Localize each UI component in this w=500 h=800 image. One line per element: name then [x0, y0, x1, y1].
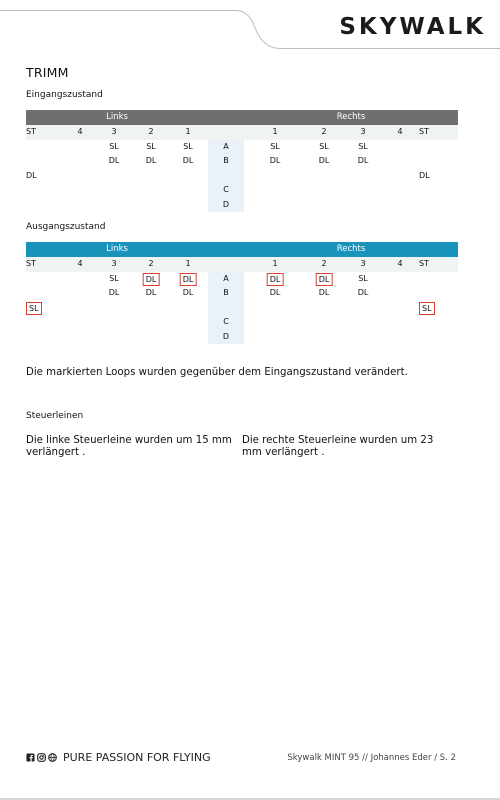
table-row [26, 272, 458, 287]
table-row [26, 154, 458, 169]
table-cell: SL [146, 141, 156, 151]
table-row [26, 315, 458, 330]
section-heading-ausgang: Ausgangszustand [26, 222, 106, 232]
table-cell: D [222, 331, 230, 341]
table-cell: A [223, 273, 229, 283]
table-cell: A [223, 141, 229, 151]
table-cell: ST [419, 259, 429, 268]
changed-loop-cell: DL [316, 273, 333, 286]
table-cell: DL [182, 288, 194, 297]
facebook-icon[interactable] [26, 753, 35, 762]
table-cell: B [223, 288, 229, 297]
globe-icon[interactable] [48, 753, 57, 762]
band-label-rechts: Rechts [336, 112, 366, 122]
changed-loop-cell: DL [267, 273, 284, 286]
table-cell: DL [357, 156, 369, 165]
table-cell: DL [419, 170, 430, 180]
table-cell: 4 [77, 127, 83, 136]
section-heading-eingang: Eingangszustand [26, 90, 103, 100]
instagram-icon[interactable] [37, 753, 46, 762]
table-cell: D [222, 199, 230, 209]
table-cell: DL [269, 288, 281, 297]
table-cell: C [223, 317, 229, 326]
table-cell: B [223, 156, 229, 165]
footer-slogan: PURE PASSION FOR FLYING [63, 751, 211, 764]
table-cell: SL [183, 141, 193, 151]
changed-loop-cell: SL [26, 302, 42, 315]
table-band [26, 110, 458, 125]
band-label-links: Links [106, 244, 128, 254]
center-column-bg [208, 169, 244, 184]
table-cell: 4 [397, 259, 403, 268]
table-cell: DL [108, 156, 120, 165]
table-row [26, 140, 458, 155]
table-row [26, 330, 458, 345]
table-cell: C [223, 185, 229, 194]
table-cell: DL [26, 170, 37, 180]
trim-table-ausgang [26, 242, 458, 344]
table-cell: 1 [185, 259, 191, 268]
changed-loop-cell: DL [143, 273, 160, 286]
table-cell: 3 [360, 127, 366, 136]
changed-loop-cell: SL [419, 302, 435, 315]
table-cell: DL [357, 288, 369, 297]
table-row [26, 169, 458, 184]
table-cell: SL [319, 141, 329, 151]
footer-slogan-area [26, 751, 211, 764]
table-cell: DL [182, 156, 194, 165]
table-header-row [26, 125, 458, 140]
trim-table-eingang [26, 110, 458, 212]
table-cell: SL [358, 141, 368, 151]
footer-page-info: Skywalk MINT 95 // Johannes Eder / S. 2 [287, 753, 456, 763]
table-cell: DL [145, 156, 157, 165]
table-cell: 2 [321, 259, 327, 268]
table-cell: ST [419, 127, 429, 136]
table-row [26, 183, 458, 198]
table-cell: ST [26, 259, 36, 268]
table-cell: 4 [77, 259, 83, 268]
band-label-links: Links [106, 112, 128, 122]
brand-logo: SKYWALK [339, 14, 486, 40]
table-cell: SL [109, 273, 119, 283]
table-band [26, 242, 458, 257]
table-cell: 2 [148, 127, 154, 136]
table-row [26, 301, 458, 316]
table-cell: SL [109, 141, 119, 151]
note-text: Die markierten Loops wurden gegenüber dem Eingangszustand verändert. [26, 367, 408, 378]
table-cell: 3 [360, 259, 366, 268]
table-cell: DL [318, 288, 330, 297]
table-row [26, 286, 458, 301]
band-label-rechts: Rechts [336, 244, 366, 254]
steuer-heading: Steuerleinen [26, 411, 84, 421]
table-cell: 2 [148, 259, 154, 268]
table-cell: DL [269, 156, 281, 165]
table-cell: DL [108, 288, 120, 297]
table-cell: 3 [111, 127, 117, 136]
table-cell: 1 [185, 127, 191, 136]
table-cell: DL [145, 288, 157, 297]
steuer-left-text: Die linke Steuerleine wurden um 15 mm verlängert . [26, 435, 232, 458]
table-cell: 1 [272, 127, 278, 136]
table-header-row [26, 257, 458, 272]
table-cell: ST [26, 127, 36, 136]
table-cell: SL [270, 141, 280, 151]
table-cell: DL [318, 156, 330, 165]
steuer-right-text: Die rechte Steuerleine wurden um 23 mm verlängert . [242, 435, 434, 458]
table-row [26, 198, 458, 213]
changed-loop-cell: DL [180, 273, 197, 286]
table-cell: 4 [397, 127, 403, 136]
table-cell: SL [358, 273, 368, 283]
center-column-bg [208, 301, 244, 316]
table-cell: 1 [272, 259, 278, 268]
table-cell: 2 [321, 127, 327, 136]
table-cell: 3 [111, 259, 117, 268]
page-title: TRIMM [26, 65, 69, 80]
